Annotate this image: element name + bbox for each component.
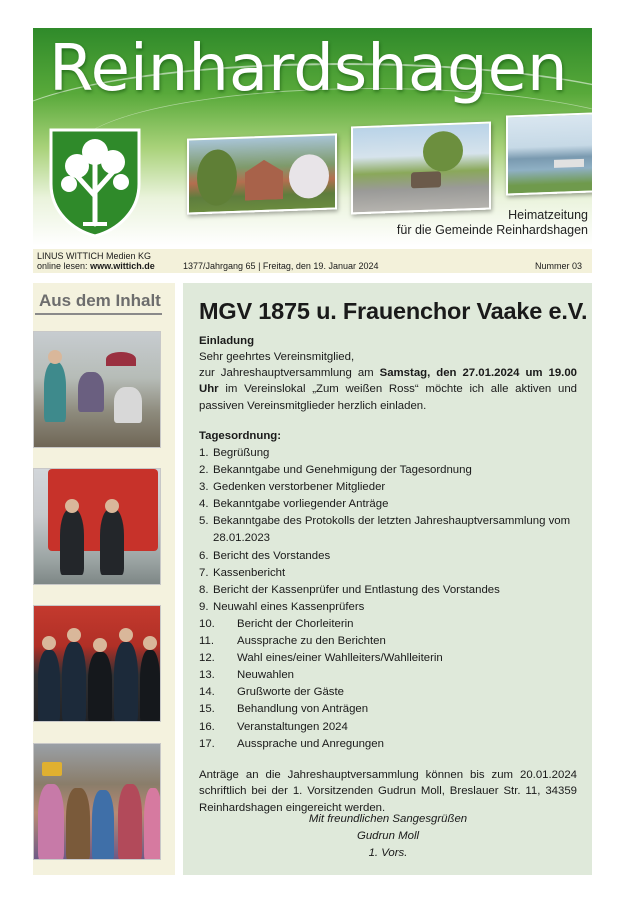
figure-head (65, 499, 79, 513)
article (183, 283, 592, 875)
agenda-item-number: 15. (199, 703, 215, 716)
agenda-item-text: Bekanntgabe des Protokolls der letzten Jahreshauptversammlung vom 28.01.2023 (213, 515, 571, 545)
figure (92, 790, 114, 860)
agenda-item (199, 462, 583, 479)
agenda-item (199, 548, 583, 565)
figure (38, 650, 60, 722)
agenda-item-text: Kassenbericht (213, 566, 286, 579)
figure-head (67, 628, 81, 642)
agenda-item (199, 701, 583, 718)
agenda-item-number: 10. (199, 617, 215, 630)
contents-heading: Aus dem Inhalt (39, 291, 161, 310)
umbrella (106, 352, 136, 366)
agenda-item (199, 667, 583, 684)
agenda-item-number: 7. (199, 566, 209, 579)
agenda-item-text: Bericht des Vorstandes (213, 549, 331, 562)
agenda-item (199, 582, 583, 599)
agenda-item-text: Bekanntgabe vorliegender Anträge (213, 498, 389, 511)
agenda-item-text: Bericht der Kassenprüfer und Entlastung des Vorstandes (213, 583, 500, 596)
figure-head (48, 350, 62, 364)
agenda-item-number: 4. (199, 498, 209, 511)
thumbnail-fire-truck[interactable] (33, 468, 161, 585)
agenda-item (199, 650, 583, 667)
agenda-item-number: 11. (199, 635, 214, 648)
agenda-item (199, 616, 583, 633)
agenda-item-number: 16. (199, 720, 215, 733)
agenda-item-text: Neuwahlen (237, 669, 294, 682)
photo-river (506, 112, 592, 195)
publisher-name: LINUS WITTICH Medien KG (37, 251, 152, 261)
agenda-item (199, 633, 583, 650)
photo-tree (197, 149, 237, 206)
issue-number: Nummer 03 (534, 261, 582, 271)
online-read-label: online lesen: (37, 261, 88, 271)
invitation-text: zur Jahreshauptversammlung am (199, 367, 380, 379)
newspaper-title: Reinhardshagen (49, 32, 568, 106)
photo-blossom-tree (289, 154, 329, 199)
agenda-item-text: Bericht der Chorleiterin (237, 617, 354, 630)
coat-of-arms-icon (47, 126, 143, 238)
publisher-block (37, 251, 155, 271)
closing-paragraph: Anträge an die Jahreshauptversammlung können bis zum 20.01.2024 schriftlich bei der 1. Vorsitzenden Gudrun Moll, Breslauer Str. 11, 34359 Reinhardshagen eingereicht werden. (199, 769, 577, 814)
agenda-item (199, 513, 583, 547)
agenda-item (199, 565, 583, 582)
agenda-item-number: 2. (199, 464, 209, 477)
contents-divider (35, 313, 162, 315)
agenda-item (199, 479, 583, 496)
agenda-item-number: 12. (199, 652, 215, 665)
figure (38, 784, 64, 860)
agenda-item-number: 5. (199, 515, 209, 528)
subtitle-line-2: für die Gemeinde Reinhardshagen (396, 223, 588, 237)
article-title: MGV 1875 u. Frauenchor Vaake e.V. (199, 298, 588, 324)
closing-greeting: Mit freundlichen Sangesgrüßen (308, 813, 468, 825)
salutation: Sehr geehrtes Vereinsmitglied, (199, 351, 355, 363)
figure (114, 387, 142, 423)
agenda-item-number: 8. (199, 583, 209, 596)
agenda-list (199, 445, 583, 753)
masthead-subtitle (397, 208, 588, 238)
agenda-item-text: Veranstaltungen 2024 (237, 720, 348, 733)
article-subheading: Einladung (199, 335, 255, 347)
figure (44, 362, 66, 422)
agenda-item-number: 14. (199, 686, 215, 699)
agenda-item-text: Aussprache zu den Berichten (237, 635, 386, 648)
figure (140, 650, 160, 722)
agenda-item-number: 17. (199, 737, 215, 750)
agenda-item-text: Bekanntgabe und Genehmigung der Tagesordnung (213, 464, 472, 477)
crown (42, 762, 62, 776)
figure-head (105, 499, 119, 513)
agenda-item (199, 719, 583, 736)
photo-church-building (245, 159, 283, 200)
agenda-item-text: Begrüßung (213, 447, 270, 459)
signer-name: Gudrun Moll (356, 830, 420, 842)
photo-square-tree (423, 131, 463, 172)
agenda-item-text: Behandlung von Anträgen (237, 703, 369, 716)
agenda-item-text: Gedenken verstorbener Mitglieder (213, 481, 386, 494)
agenda-item (199, 684, 583, 701)
agenda-item-number: 9. (199, 600, 209, 613)
agenda-item-text: Wahl eines/einer Wahlleiters/Wahlleiterin (237, 652, 443, 665)
agenda-item-number: 1. (199, 447, 209, 459)
figure (114, 642, 138, 722)
online-read-line (37, 261, 155, 271)
firefighter (100, 509, 124, 575)
agenda-item (199, 496, 583, 513)
issue-info-bar (33, 249, 592, 273)
figure (144, 788, 161, 860)
agenda-item (199, 445, 583, 462)
invitation-text-rest: im Vereinslokal „Zum weißen Ross“ möchte ich alle aktiven und passiven Vereinsmitglieder herzlich einladen. (199, 383, 577, 412)
contents-sidebar (33, 283, 175, 875)
agenda-item-text: Neuwahl eines Kassenprüfers (213, 600, 365, 613)
figure-head (93, 638, 107, 652)
agenda-item (199, 599, 583, 616)
figure-head (119, 628, 133, 642)
photo-church (187, 133, 337, 214)
photo-fountain (411, 171, 441, 188)
thumbnail-carol-singers[interactable] (33, 743, 161, 860)
website-link[interactable]: www.wittich.de (90, 261, 155, 271)
agenda-item-number: 6. (199, 549, 209, 562)
agenda-item-text: Aussprache und Anregungen (237, 737, 384, 750)
figure (78, 372, 104, 412)
figure (62, 642, 86, 722)
figure (88, 652, 112, 722)
photo-village-square (351, 122, 491, 215)
agenda-item (199, 736, 583, 753)
subtitle-line-1: Heimatzeitung (508, 208, 588, 222)
meeting-date: Samstag, den 27.01.2024 um 19.00 Uhr (199, 367, 578, 396)
figure-head (143, 636, 157, 650)
agenda-heading: Tagesordnung: (199, 430, 282, 442)
agenda-item-number: 13. (199, 669, 215, 682)
thumbnail-outdoor-work[interactable] (33, 331, 161, 448)
firefighter (60, 509, 84, 575)
agenda-item-number: 3. (199, 481, 209, 494)
thumbnail-group-uniforms[interactable] (33, 605, 161, 722)
figure (118, 784, 142, 860)
photo-ferry (554, 159, 584, 168)
issue-meta: 1377/Jahrgang 65 | Freitag, den 19. Januar 2024 (183, 261, 379, 271)
invitation-paragraph (199, 365, 577, 414)
masthead (33, 28, 592, 246)
signer-role: 1. Vors. (368, 847, 408, 859)
figure-head (42, 636, 56, 650)
figure (66, 788, 90, 860)
agenda-item-text: Grußworte der Gäste (237, 686, 344, 699)
